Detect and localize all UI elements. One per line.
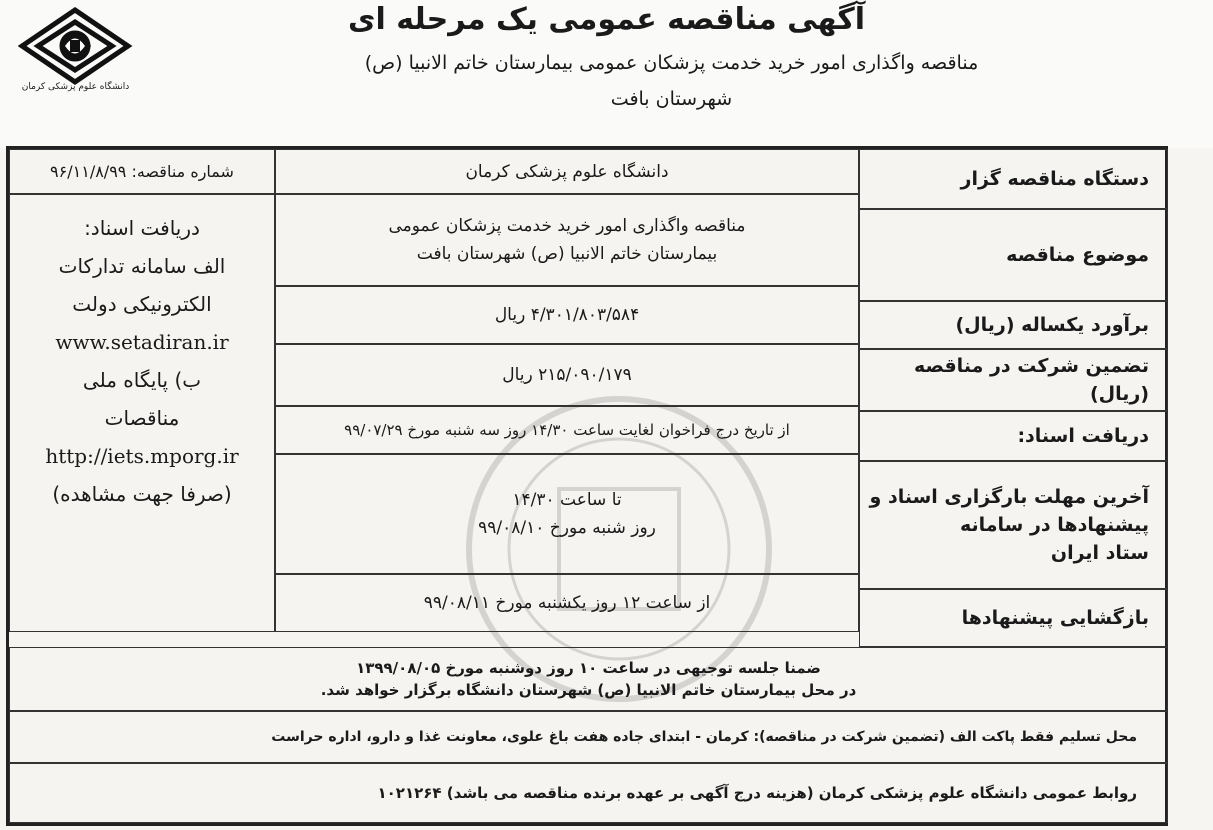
label-annual-estimate: برآورد یکساله (ریال) bbox=[859, 301, 1168, 349]
ad-subtitle: مناقصه واگذاری امور خرید خدمت پزشکان عمومی بیمارستان خاتم الانبیا (ص) bbox=[364, 52, 979, 74]
side-line-1: الف سامانه تدارکات bbox=[58, 254, 226, 278]
iets-url: http://iets.mporg.ir bbox=[45, 444, 239, 468]
public-relations-note: روابط عمومی دانشگاه علوم پزشکی کرمان (هزینه درج آگهی بر عهده برنده مناقصه می باشد) ۱۰۲۱۲۶۴ bbox=[9, 763, 1168, 823]
side-line-2: الکترونیکی دولت bbox=[72, 292, 212, 316]
briefing-meeting-note bbox=[9, 647, 1168, 711]
label-upload-deadline-line-2: پیشنهادها در سامانه bbox=[959, 514, 1149, 536]
value-upload-deadline-line-1: تا ساعت ۱۴/۳۰ bbox=[512, 490, 622, 510]
label-document-receipt: دریافت اسناد: bbox=[859, 411, 1168, 461]
side-line-3: ب) پایگاه ملی bbox=[82, 368, 202, 392]
label-bid-opening: بازگشایی پیشنهادها bbox=[859, 589, 1168, 647]
ad-subtitle-city: شهرستان بافت bbox=[610, 88, 733, 110]
tender-table bbox=[6, 146, 1168, 826]
meeting-line-2: در محل بیمارستان خاتم الانبیا (ص) شهرستان دانشگاه برگزار خواهد شد. bbox=[320, 681, 857, 699]
value-document-receipt: از تاریخ درج فراخوان لغایت ساعت ۱۴/۳۰ روز سه شنبه مورخ ۹۹/۰۷/۲۹ bbox=[275, 406, 859, 454]
ad-header bbox=[0, 0, 1213, 148]
label-upload-deadline-line-1: آخرین مهلت بارگزاری اسناد و bbox=[869, 486, 1149, 508]
label-guarantee: تضمین شرکت در مناقصه (ریال) bbox=[859, 349, 1168, 411]
value-subject-line-1: مناقصه واگذاری امور خرید خدمت پزشکان عمومی bbox=[388, 216, 746, 236]
side-heading: دریافت اسناد: bbox=[84, 216, 200, 240]
value-guarantee: ۲۱۵/۰۹۰/۱۷۹ ریال bbox=[275, 344, 859, 406]
label-upload-deadline-line-3: ستاد ایران bbox=[1050, 542, 1149, 564]
delivery-location-note: محل تسلیم فقط پاکت الف (تضمین شرکت در مناقصه): کرمان - ابتدای جاده هفت باغ علوی، معاونت غذا و دارو، اداره حراست bbox=[9, 711, 1168, 763]
label-organizer: دستگاه مناقصه گزار bbox=[859, 149, 1168, 209]
university-logo-icon bbox=[18, 6, 133, 124]
value-subject-line-2: بیمارستان خاتم الانبیا (ص) شهرستان بافت bbox=[416, 244, 718, 264]
meeting-line-1: ضمنا جلسه توجیهی در ساعت ۱۰ روز دوشنبه مورخ ۱۳۹۹/۰۸/۰۵ bbox=[356, 659, 821, 677]
value-bid-opening: از ساعت ۱۲ روز یکشنبه مورخ ۹۹/۰۸/۱۱ bbox=[275, 574, 859, 632]
value-organizer: دانشگاه علوم پزشکی کرمان bbox=[275, 149, 859, 194]
value-upload-deadline-line-2: روز شنبه مورخ ۹۹/۰۸/۱۰ bbox=[478, 518, 656, 538]
logo-caption: دانشگاه علوم پزشکی کرمان bbox=[21, 82, 130, 92]
setadiran-url: www.setadiran.ir bbox=[55, 330, 229, 354]
document-sources-panel bbox=[9, 194, 275, 632]
value-annual-estimate: ۴/۳۰۱/۸۰۳/۵۸۴ ریال bbox=[275, 286, 859, 344]
value-subject bbox=[275, 194, 859, 286]
label-subject: موضوع مناقصه bbox=[859, 209, 1168, 301]
side-line-4: مناقصات bbox=[104, 406, 180, 430]
side-line-5: (صرفا جهت مشاهده) bbox=[52, 482, 232, 506]
value-upload-deadline bbox=[275, 454, 859, 574]
tender-number: شماره مناقصه: ۹۶/۱۱/۸/۹۹ bbox=[9, 149, 275, 194]
label-upload-deadline bbox=[859, 461, 1168, 589]
ad-title: آگهی مناقصه عمومی یک مرحله ای bbox=[348, 2, 865, 37]
